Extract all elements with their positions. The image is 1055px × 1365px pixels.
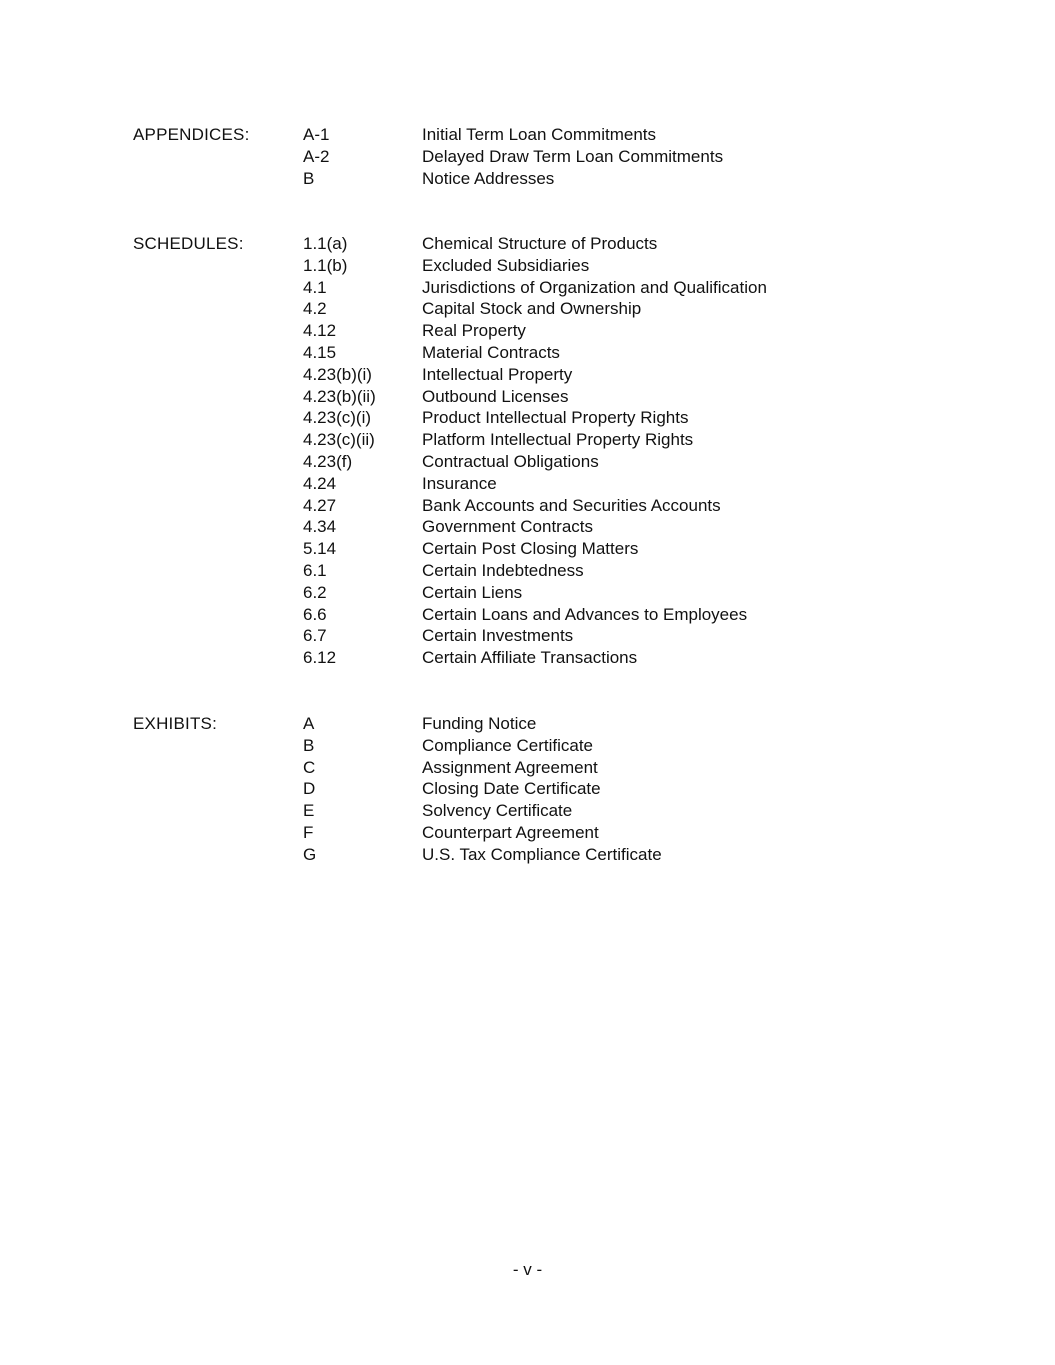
item-title: Contractual Obligations [422, 451, 599, 471]
item-code: F [303, 822, 314, 842]
item-code: D [303, 779, 316, 799]
item-code: 4.23(f) [303, 451, 353, 471]
item-code: 6.12 [303, 648, 337, 668]
list-item [133, 473, 933, 495]
page-number: - v - [512, 1260, 543, 1279]
item-title: Solvency Certificate [422, 801, 573, 821]
item-code: B [303, 168, 315, 188]
exhibits-heading: EXHIBITS: [133, 714, 217, 733]
list-item [133, 757, 933, 779]
item-title: Certain Affiliate Transactions [422, 648, 638, 668]
list-item [133, 277, 933, 299]
item-code: 1.1(a) [303, 234, 348, 253]
list-item [133, 822, 933, 844]
item-code: 6.1 [303, 560, 327, 580]
item-code: 4.24 [303, 473, 337, 493]
item-code: A-2 [303, 146, 330, 166]
item-title: Closing Date Certificate [422, 779, 601, 799]
list-item [133, 386, 933, 408]
item-code: 4.1 [303, 277, 327, 297]
item-code: A [303, 714, 315, 733]
item-title: Platform Intellectual Property Rights [422, 430, 694, 450]
schedules-heading: SCHEDULES: [133, 234, 244, 253]
item-title: Certain Investments [422, 626, 574, 646]
item-title: Government Contracts [422, 517, 594, 537]
item-title: Counterpart Agreement [422, 822, 599, 842]
item-code: G [303, 844, 317, 864]
list-item [133, 407, 933, 429]
item-code: 5.14 [303, 539, 337, 559]
item-code: 4.23(b)(ii) [303, 386, 376, 406]
item-code: 6.7 [303, 626, 327, 646]
list-item [133, 713, 933, 735]
item-code: 4.27 [303, 495, 337, 515]
item-code: 4.12 [303, 321, 337, 341]
item-code: A-1 [303, 125, 330, 144]
item-code: 6.2 [303, 582, 327, 602]
item-code: C [303, 757, 316, 777]
list-item [133, 146, 933, 168]
list-item [133, 538, 933, 560]
item-title: Chemical Structure of Products [422, 234, 658, 253]
schedules-section [133, 233, 933, 669]
item-code: 4.23(c)(ii) [303, 430, 375, 450]
item-title: Notice Addresses [422, 168, 555, 188]
item-title: Jurisdictions of Organization and Qualification [422, 277, 767, 297]
list-item [133, 233, 933, 255]
list-item [133, 495, 933, 517]
list-item [133, 625, 933, 647]
item-code: 4.23(c)(i) [303, 408, 372, 428]
list-item [133, 168, 933, 190]
item-code: 6.6 [303, 604, 327, 624]
list-item [133, 451, 933, 473]
item-title: Certain Liens [422, 582, 523, 602]
item-title: Insurance [422, 473, 497, 493]
item-code: 1.1(b) [303, 255, 348, 275]
list-item [133, 364, 933, 386]
list-item [133, 778, 933, 800]
item-title: Assignment Agreement [422, 757, 598, 777]
list-item [133, 255, 933, 277]
item-title: Certain Post Closing Matters [422, 539, 639, 559]
item-title: Compliance Certificate [422, 735, 594, 755]
list-item [133, 604, 933, 626]
item-title: Initial Term Loan Commitments [422, 125, 656, 144]
list-item [133, 320, 933, 342]
item-code: 4.2 [303, 299, 327, 319]
item-title: Product Intellectual Property Rights [422, 408, 689, 428]
list-item [133, 429, 933, 451]
item-title: Real Property [422, 321, 526, 341]
list-item [133, 647, 933, 669]
item-code: B [303, 735, 315, 755]
item-code: 4.15 [303, 342, 337, 362]
item-title: U.S. Tax Compliance Certificate [422, 844, 662, 864]
item-title: Certain Indebtedness [422, 560, 584, 580]
list-item [133, 342, 933, 364]
list-item [133, 582, 933, 604]
list-item [133, 560, 933, 582]
item-title: Certain Loans and Advances to Employees [422, 604, 748, 624]
item-title: Bank Accounts and Securities Accounts [422, 495, 721, 515]
list-item [133, 516, 933, 538]
list-item [133, 298, 933, 320]
item-code: E [303, 801, 315, 821]
list-item [133, 735, 933, 757]
list-item [133, 124, 933, 146]
appendices-heading: APPENDICES: [133, 125, 250, 144]
item-title: Funding Notice [422, 714, 537, 733]
item-title: Excluded Subsidiaries [422, 255, 590, 275]
item-title: Intellectual Property [422, 364, 573, 384]
item-title: Outbound Licenses [422, 386, 569, 406]
appendices-section [133, 124, 933, 189]
exhibits-section [133, 713, 933, 866]
item-title: Capital Stock and Ownership [422, 299, 642, 319]
item-title: Material Contracts [422, 342, 560, 362]
item-code: 4.23(b)(i) [303, 364, 372, 384]
list-item [133, 800, 933, 822]
item-title: Delayed Draw Term Loan Commitments [422, 146, 724, 166]
list-item [133, 844, 933, 866]
item-code: 4.34 [303, 517, 337, 537]
